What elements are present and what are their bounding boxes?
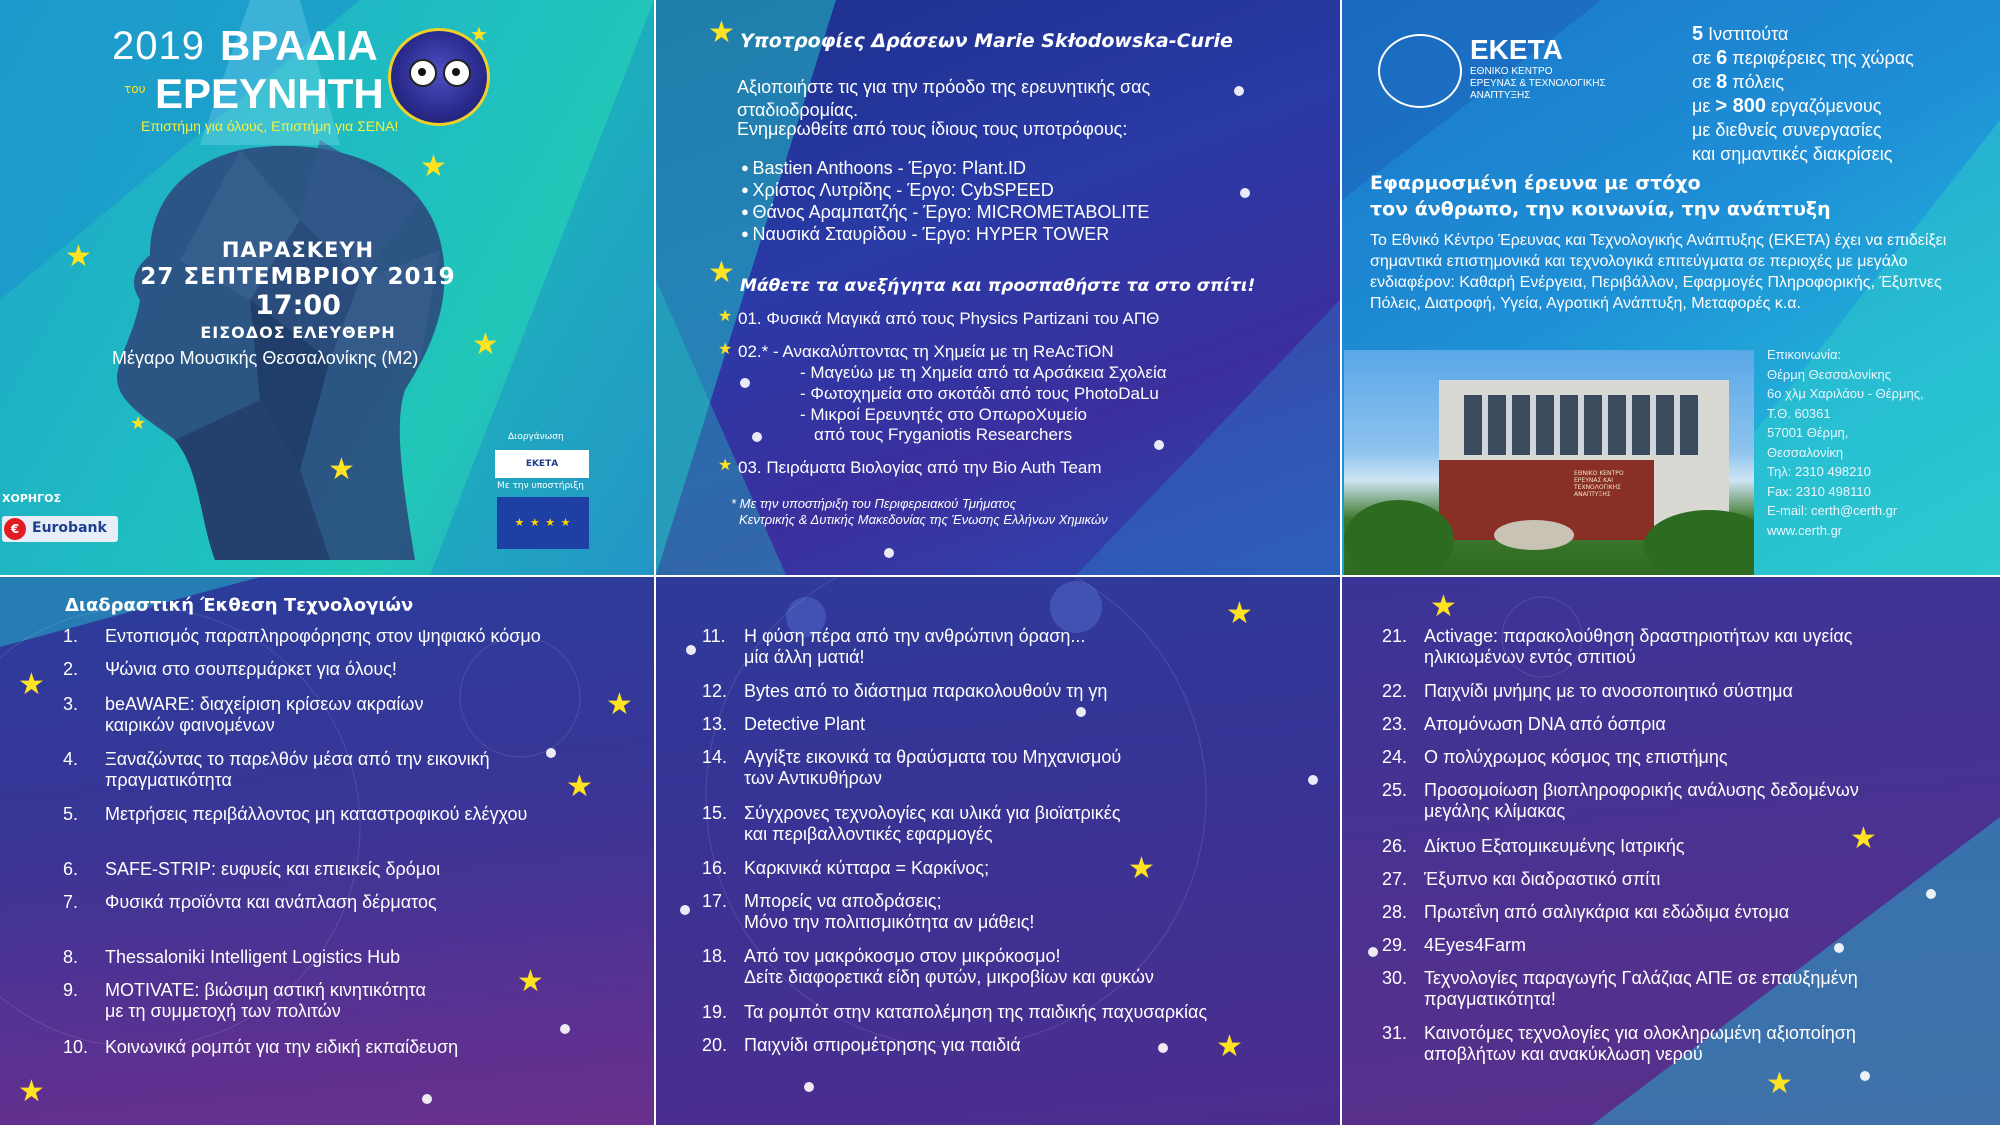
- item-line-1: Από τον μακρόκοσμο στον μικρόκοσμο!: [744, 946, 1061, 966]
- fellow-item: ● Χρίστος Λυτρίδης - Έργο: CybSPEED: [741, 179, 1149, 201]
- building-sign: ΕΘΝΙΚΟ ΚΕΝΤΡΟ ΕΡΕΥΝΑΣ ΚΑΙ ΤΕΧΝΟΛΟΓΙΚΗΣ ΑΝΑΠΤΥΞΗΣ: [1574, 470, 1624, 498]
- msca-intro-1: Αξιοποιήστε τις για την πρόοδο της ερευνητικής σας: [737, 77, 1151, 97]
- item-text: [105, 694, 423, 736]
- fellows-list: [741, 157, 1149, 245]
- item-line-1: Καρκινικά κύτταρα = Καρκίνος;: [744, 858, 990, 878]
- item-number: 26.: [1382, 836, 1408, 856]
- item-number: 29.: [1382, 935, 1408, 955]
- building-windows: [1464, 395, 1699, 455]
- item-text: [1424, 968, 1858, 1010]
- eu-flag-icon: ★ ★ ★ ★: [497, 497, 589, 549]
- item-line-1: Thessaloniki Intelligent Logistics Hub: [105, 947, 401, 967]
- star-icon: ★: [708, 15, 735, 50]
- item-line-1: Η φύση πέρα από την ανθρώπινη όραση...: [744, 626, 1086, 646]
- item-text: [1424, 1023, 1856, 1065]
- item-text: [105, 804, 527, 825]
- dot: [680, 905, 690, 915]
- item-text: [744, 1035, 1021, 1056]
- item-text: [1424, 714, 1666, 735]
- dot: [1154, 440, 1164, 450]
- dot: [560, 1024, 570, 1034]
- item-number: 13.: [702, 714, 728, 734]
- item-text: [1424, 747, 1728, 768]
- item-text: [744, 891, 1034, 933]
- item-text: [1424, 681, 1793, 702]
- experiment-2d: από τους Fryganiotis Researchers: [814, 425, 1073, 444]
- item-line-1: 4Eyes4Farm: [1424, 935, 1527, 955]
- item-text: [105, 980, 426, 1022]
- star-icon: ★: [65, 239, 92, 274]
- contact-line: Τηλ: 2310 498210: [1767, 464, 1871, 479]
- item-number: 28.: [1382, 902, 1408, 922]
- item-text: [1424, 902, 1789, 923]
- item-line-2: των Αντικυθήρων: [744, 768, 882, 788]
- star-icon: ★: [1430, 589, 1457, 624]
- star-icon: ★: [328, 452, 355, 487]
- contact-line: Τ.Θ. 60361: [1767, 405, 1831, 421]
- certh-panel: [1342, 0, 2000, 575]
- event-date: 27 ΣΕΠΤΕΜΒΡΙΟΥ 2019: [140, 264, 456, 290]
- footnote-line-1: * Με την υποστήριξη του Περιφερειακού Τμήματος: [731, 496, 1017, 511]
- exhibition-panel-1: [0, 577, 654, 1125]
- item-text: [744, 626, 1085, 668]
- contact-line: Θεσσαλονίκη: [1767, 444, 1844, 460]
- star-icon: ★: [718, 306, 733, 325]
- item-line-2: πραγματικότητα!: [1424, 989, 1556, 1009]
- star-icon: ★: [1216, 1029, 1243, 1064]
- dot: [422, 1094, 432, 1104]
- eurobank-logo: [2, 516, 118, 542]
- item-line-1: Activage: παρακολούθηση δραστηριοτήτων και υγείας: [1424, 626, 1853, 646]
- stat-number: 8: [1716, 71, 1728, 93]
- certh-contact: [1767, 345, 1924, 540]
- star-icon: ★: [566, 769, 593, 804]
- stat-prefix: σε: [1692, 48, 1712, 68]
- item-line-1: Detective Plant: [744, 714, 866, 734]
- stat-text: Ινστιτούτα: [1708, 24, 1789, 44]
- event-venue: Μέγαρο Μουσικής Θεσσαλονίκης (Μ2): [112, 348, 419, 368]
- star-icon: ★: [470, 22, 488, 46]
- dot: [884, 548, 894, 558]
- logo-tagline: Επιστήμη για όλους, Επιστήμη για ΣΕΝΑ!: [141, 118, 399, 134]
- star-icon: ★: [708, 255, 735, 290]
- star-icon: ★: [1850, 821, 1877, 856]
- item-line-1: Παιχνίδι μνήμης με το ανοσοποιητικό σύστημα: [1424, 681, 1793, 701]
- stat-prefix: με: [1692, 96, 1711, 116]
- item-text: [105, 749, 490, 791]
- item-text: [105, 859, 440, 880]
- item-line-1: Σύγχρονες τεχνολογίες και υλικά για βιοϊατρικές: [744, 803, 1121, 823]
- experiment-2b: - Φωτοχημεία στο σκοτάδι από τους PhotoDaLu: [800, 384, 1159, 403]
- star-icon: ★: [517, 964, 544, 999]
- item-line-1: SAFE-STRIP: ευφυείς και επιεικείς δρόμοι: [105, 859, 441, 879]
- item-number: 17.: [702, 891, 728, 911]
- certh-building-photo: [1344, 350, 1754, 575]
- item-number: 31.: [1382, 1023, 1408, 1043]
- item-line-2: Μόνο την πολιτισμικότητα αν μάθεις!: [744, 912, 1035, 932]
- owl-left-eye: [409, 59, 437, 87]
- item-line-1: Απομόνωση DNA από όσπρια: [1424, 714, 1666, 734]
- item-text: [1424, 935, 1526, 956]
- eurobank-mark-icon: €: [4, 518, 26, 540]
- organizer-label: Διοργάνωση: [508, 432, 564, 442]
- dot: [1368, 947, 1378, 957]
- experiment-2a: - Μαγεύω με τη Χημεία από τα Αρσάκεια Σχολεία: [800, 363, 1167, 382]
- dot: [1240, 188, 1250, 198]
- item-line-1: Πρωτεΐνη από σαλιγκάρια και εδώδιμα έντομα: [1424, 902, 1790, 922]
- stat-number: > 800: [1715, 95, 1767, 117]
- item-number: 5.: [63, 804, 79, 824]
- item-text: [105, 947, 400, 968]
- support-label: Με την υποστήριξη: [497, 481, 584, 491]
- dot: [1860, 1071, 1870, 1081]
- msca-intro-3: Ενημερωθείτε από τους ίδιους τους υποτρόφους:: [737, 119, 1128, 139]
- dot: [752, 432, 762, 442]
- item-number: 9.: [63, 980, 79, 1000]
- certh-heading-line: τον άνθρωπο, την κοινωνία, την ανάπτυξη: [1370, 198, 1831, 220]
- stat-number: 5: [1692, 23, 1704, 45]
- logo-word-1: ΒΡΑΔΙΑ: [220, 22, 378, 69]
- item-line-1: Δίκτυο Εξατομικευμένης Ιατρικής: [1424, 836, 1685, 856]
- item-number: 20.: [702, 1035, 728, 1055]
- experiment-3: 03. Πειράματα Βιολογίας από την Bio Auth Team: [738, 458, 1102, 477]
- certh-full-line: ΕΡΕΥΝΑΣ & ΤΕΧΝΟΛΟΓΙΚΗΣ: [1470, 78, 1606, 89]
- stat-text: εργαζόμενους: [1771, 96, 1882, 116]
- item-line-1: Καινοτόμες τεχνολογίες για ολοκληρωμένη αξιοποίηση: [1424, 1023, 1856, 1043]
- certh-full-name: [1470, 66, 1606, 102]
- item-line-2: μία άλλη ματιά!: [744, 647, 865, 667]
- certh-paragraph: Το Εθνικό Κέντρο Έρευνας και Τεχνολογικής Ανάπτυξης (ΕΚΕΤΑ) έχει να επιδείξει σημαντικά επιστημονικά και τεχνολογικά επιτεύγματα σε περιοχές με μεγάλο ενδιαφέρον: Καθαρή Ενέργεια, Περιβάλλον, Εφαρμογές Πληροφορικής, Έξυπνες Πόλεις, Διατροφή, Υγεία, Αγροτική Ανάπτυξη, Μεταφορές κ.α.: [1370, 232, 1947, 312]
- item-line-1: Μπορείς να αποδράσεις;: [744, 891, 942, 911]
- item-number: 27.: [1382, 869, 1408, 889]
- item-line-2: πραγματικότητα: [105, 770, 232, 790]
- item-text: [744, 946, 1154, 988]
- tree: [1344, 500, 1454, 575]
- item-number: 19.: [702, 1002, 728, 1022]
- owl-right-eye: [443, 59, 471, 87]
- item-line-1: Αγγίξτε εικονικά τα θραύσματα του Μηχανισμού: [744, 747, 1122, 767]
- item-line-1: Παιχνίδι σπιρομέτρησης για παιδιά: [744, 1035, 1021, 1055]
- dot: [804, 1082, 814, 1092]
- fellow-item: ● Ναυσικά Σταυρίδου - Έργο: HYPER TOWER: [741, 223, 1149, 245]
- experiments-footnote: [731, 496, 1108, 528]
- certh-full-line: ΕΘΝΙΚΟ ΚΕΝΤΡΟ: [1470, 66, 1553, 77]
- item-text: [105, 659, 397, 680]
- item-line-2: ηλικιωμένων εντός σπιτιού: [1424, 647, 1636, 667]
- item-line-1: Bytes από το διάστημα παρακολουθούν τη γη: [744, 681, 1108, 701]
- contact-line: Θέρμη Θεσσαλονίκης: [1767, 366, 1892, 382]
- logo-prefix: του: [124, 82, 146, 96]
- star-icon: ★: [1226, 596, 1253, 631]
- item-line-1: MOTIVATE: βιώσιμη αστική κινητικότητα: [105, 980, 426, 1000]
- organizer-logo: ΕΚΕΤΑ: [495, 450, 589, 478]
- item-text: [105, 892, 437, 913]
- item-text: [105, 1037, 458, 1058]
- certh-heading: [1370, 170, 1831, 222]
- footnote-line-2: Κεντρικής & Δυτικής Μακεδονίας της Ένωσης Ελλήνων Χημικών: [739, 512, 1108, 527]
- item-line-2: Δείτε διαφορετικά είδη φυτών, μικροβίων και φυκών: [744, 967, 1154, 987]
- star-icon: ★: [718, 455, 733, 474]
- exhibition-panel-3: [1342, 577, 2000, 1125]
- msca-panel: [656, 0, 1340, 575]
- item-number: 3.: [63, 694, 79, 714]
- dot: [1308, 775, 1318, 785]
- dot: [1834, 943, 1844, 953]
- item-line-1: Φυσικά προϊόντα και ανάπλαση δέρματος: [105, 892, 437, 912]
- item-line-2: καιρικών φαινομένων: [105, 715, 275, 735]
- certh-full-line: ΑΝΑΠΤΥΞΗΣ: [1470, 90, 1531, 101]
- star-icon: ★: [1128, 851, 1155, 886]
- star-icon: ★: [472, 327, 499, 362]
- star-icon: ★: [130, 413, 147, 434]
- experiment-2: 02.* - Ανακαλύπτοντας τη Χημεία με τη ReAcTiON: [738, 342, 1114, 361]
- item-number: 6.: [63, 859, 79, 879]
- item-line-1: Τα ρομπότ στην καταπολέμηση της παιδικής παχυσαρκίας: [744, 1002, 1208, 1022]
- cover-panel: [0, 0, 654, 575]
- contact-line: Fax: 2310 498110: [1767, 483, 1871, 499]
- item-line-1: Έξυπνο και διαδραστικό σπίτι: [1424, 869, 1661, 889]
- stat-prefix: σε: [1692, 72, 1712, 92]
- item-line-2: με τη συμμετοχή των πολιτών: [105, 1001, 341, 1021]
- contact-line: 57001 Θέρμη,: [1767, 425, 1849, 440]
- item-line-1: Ψώνια στο σουπερμάρκετ για όλους!: [105, 659, 397, 679]
- item-number: 1.: [63, 626, 79, 646]
- dot: [1076, 707, 1086, 717]
- item-number: 21.: [1382, 626, 1408, 646]
- star-icon: ★: [420, 149, 447, 184]
- item-line-1: Εντοπισμός παραπληροφόρησης στον ψηφιακό κόσμο: [105, 626, 541, 646]
- certh-logo-icon: [1378, 34, 1462, 108]
- item-line-2: και περιβαλλοντικές εφαρμογές: [744, 824, 993, 844]
- item-text: [1424, 869, 1660, 890]
- event-entry: ΕΙΣΟΔΟΣ ΕΛΕΥΘΕΡΗ: [200, 323, 396, 342]
- logo-word-2: ΕΡΕΥΝΗΤΗ: [155, 70, 384, 117]
- item-number: 10.: [63, 1037, 89, 1057]
- contact-website[interactable]: www.certh.gr: [1767, 522, 1843, 538]
- item-text: [744, 747, 1121, 789]
- msca-intro-2: σταδιοδρομίας.: [737, 100, 859, 120]
- star-icon: ★: [606, 687, 633, 722]
- item-line-1: Τεχνολογίες παραγωγής Γαλάζιας ΑΠΕ σε επαυξημένη: [1424, 968, 1858, 988]
- item-line-1: Κοινωνικά ρομπότ για την ειδική εκπαίδευση: [105, 1037, 459, 1057]
- item-text: [744, 681, 1107, 702]
- contact-line: 6ο χλμ Χαριλάου - Θέρμης,: [1767, 386, 1924, 401]
- item-line-2: αποβλήτων και ανακύκλωση νερού: [1424, 1044, 1703, 1064]
- dot: [1234, 86, 1244, 96]
- item-text: [105, 626, 541, 647]
- star-icon: ★: [718, 339, 733, 358]
- item-line-1: Μετρήσεις περιβάλλοντος μη καταστροφικού ελέγχου: [105, 804, 528, 824]
- item-number: 16.: [702, 858, 728, 878]
- item-number: 4.: [63, 749, 79, 769]
- sponsor-name: Eurobank: [32, 520, 107, 536]
- star-icon: ★: [18, 667, 45, 702]
- stat-text: πόλεις: [1732, 72, 1785, 92]
- fountain: [1494, 520, 1574, 550]
- dot: [1158, 1043, 1168, 1053]
- event-time: 17:00: [255, 290, 341, 321]
- msca-title: Υποτροφίες Δράσεων Marie Skłodowska-Curie: [740, 30, 1233, 52]
- item-number: 30.: [1382, 968, 1408, 988]
- fellow-item: ● Θάνος Αραμπατζής - Έργο: MICROMETABOLITE: [741, 201, 1149, 223]
- certh-stats: [1692, 22, 1914, 166]
- star-icon: ★: [18, 1074, 45, 1109]
- event-day: ΠΑΡΑΣΚΕΥΗ: [221, 238, 375, 262]
- item-text: [744, 858, 989, 879]
- item-number: 23.: [1382, 714, 1408, 734]
- item-number: 12.: [702, 681, 728, 701]
- item-number: 18.: [702, 946, 728, 966]
- item-line-1: Ο πολύχρωμος κόσμος της επιστήμης: [1424, 747, 1728, 767]
- item-number: 15.: [702, 803, 728, 823]
- item-text: [744, 803, 1121, 845]
- item-number: 14.: [702, 747, 728, 767]
- item-text: [1424, 780, 1859, 822]
- item-text: [744, 714, 865, 735]
- item-line-1: Προσομοίωση βιοπληροφορικής ανάλυσης δεδομένων: [1424, 780, 1859, 800]
- item-number: 7.: [63, 892, 79, 912]
- item-number: 8.: [63, 947, 79, 967]
- item-number: 24.: [1382, 747, 1408, 767]
- item-line-2: μεγάλης κλίμακας: [1424, 801, 1566, 821]
- stat-text: και σημαντικές διακρίσεις: [1692, 144, 1893, 164]
- dot: [1926, 889, 1936, 899]
- dot: [686, 645, 696, 655]
- stat-text: με διεθνείς συνεργασίες: [1692, 120, 1882, 140]
- experiments-title: Μάθετε τα ανεξήγητα και προσπαθήστε τα στο σπίτι!: [740, 276, 1256, 296]
- star-icon: ★: [1766, 1066, 1793, 1101]
- item-text: [1424, 836, 1685, 857]
- logo-year: 2019: [112, 24, 205, 68]
- exhibition-title: Διαδραστική Έκθεση Τεχνολογιών: [65, 595, 414, 616]
- sponsor-label: ΧΟΡΗΓΟΣ: [2, 492, 61, 505]
- experiment-2c: - Μικροί Ερευνητές στο ΟπωροΧυμείο: [800, 405, 1087, 424]
- event-details: [118, 238, 478, 342]
- exhibition-panel-2: [656, 577, 1340, 1125]
- contact-email[interactable]: E-mail: certh@certh.gr: [1767, 503, 1898, 518]
- experiment-1: 01. Φυσικά Μαγικά από τους Physics Partizani του ΑΠΘ: [738, 309, 1160, 328]
- item-number: 11.: [702, 626, 726, 646]
- dot: [546, 748, 556, 758]
- stat-text: περιφέρειες της χώρας: [1732, 48, 1914, 68]
- certh-heading-line: Εφαρμοσμένη έρευνα με στόχο: [1370, 172, 1701, 194]
- dot: [740, 378, 750, 388]
- item-number: 22.: [1382, 681, 1408, 701]
- stat-number: 6: [1716, 47, 1728, 69]
- certh-name: ΕΚΕΤΑ: [1470, 34, 1563, 65]
- item-line-1: Ξαναζώντας το παρελθόν μέσα από την εικονική: [105, 749, 490, 769]
- item-text: [744, 1002, 1207, 1023]
- item-number: 2.: [63, 659, 79, 679]
- fellow-item: ● Bastien Anthoons - Έργο: Plant.ID: [741, 157, 1149, 179]
- contact-line: Επικοινωνία:: [1767, 347, 1842, 362]
- item-number: 25.: [1382, 780, 1408, 800]
- item-line-1: beAWARE: διαχείριση κρίσεων ακραίων: [105, 694, 424, 714]
- item-text: [1424, 626, 1852, 668]
